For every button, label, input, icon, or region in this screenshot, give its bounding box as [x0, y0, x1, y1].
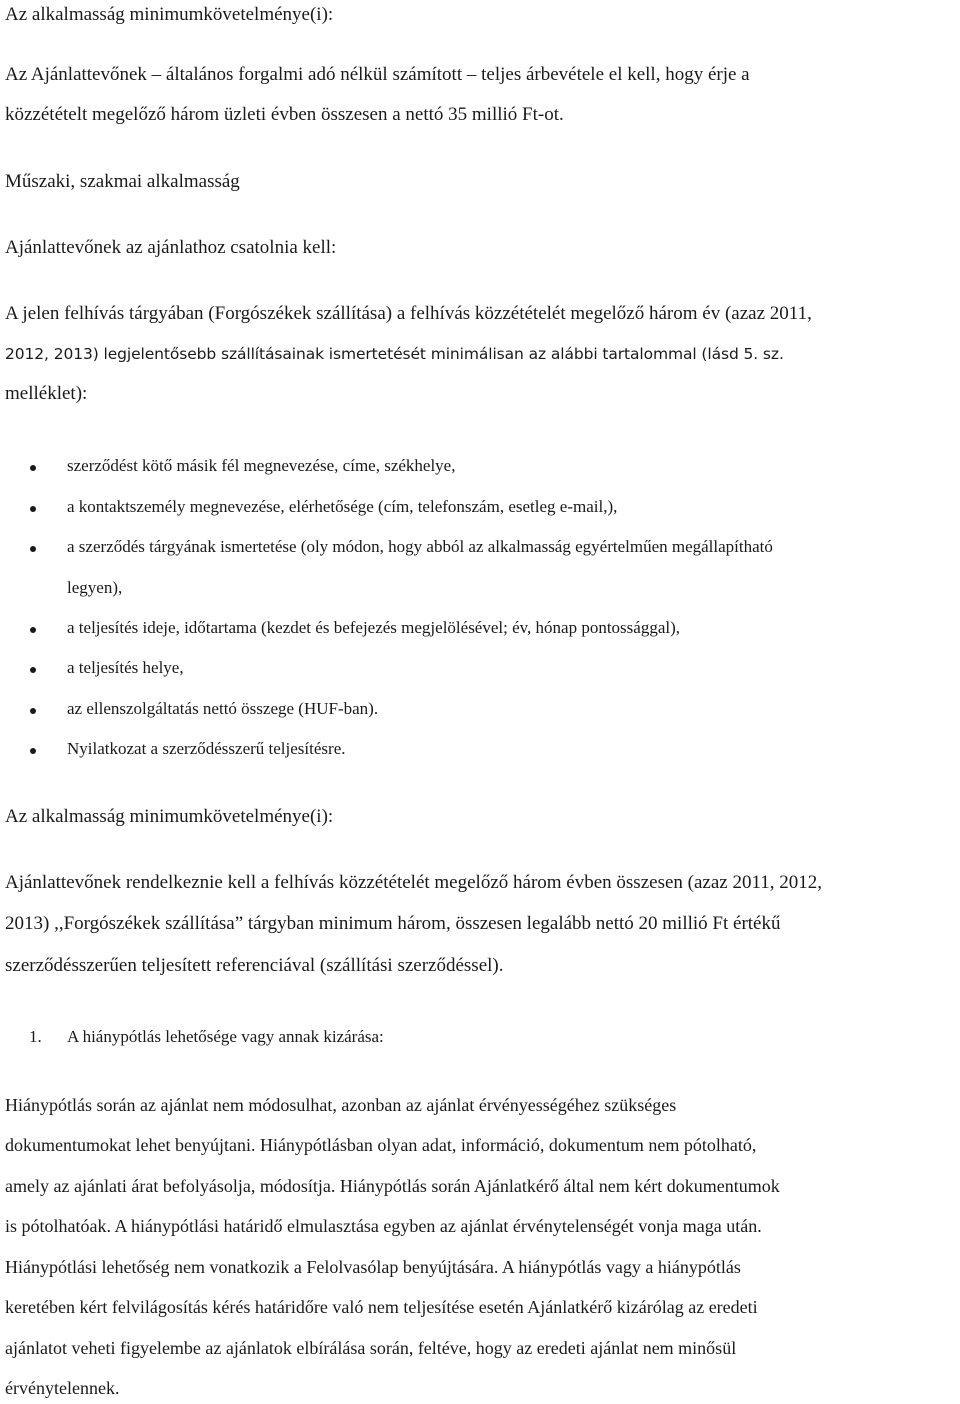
paragraph-line: Ajánlattevőnek rendelkeznie kell a felhívás közzétételét megelőző három évben összesen (azaz 2011, 2012,: [5, 872, 822, 893]
section-heading: Az alkalmasság minimumkövetelménye(i):: [5, 4, 334, 25]
section-heading: Műszaki, szakmai alkalmasság: [5, 171, 240, 192]
paragraph-line: Az Ajánlattevőnek – általános forgalmi adó nélkül számított – teljes árbevétele el kell, hogy érje a: [5, 64, 750, 85]
list-item: a teljesítés ideje, időtartama (kezdet és befejezés megjelölésével; év, hónap pontossággal),: [67, 618, 681, 637]
bullet-icon: [30, 627, 36, 633]
bullet-icon: [30, 546, 36, 552]
section-heading: Az alkalmasság minimumkövetelménye(i):: [5, 806, 334, 827]
paragraph-line: ajánlatot veheti figyelembe az ajánlatok elbírálása során, feltéve, hogy az eredeti ajánlat nem minősül: [5, 1338, 737, 1358]
bullet-icon: [30, 667, 36, 673]
paragraph-line: keretében kért felvilágosítás kérés határidőre való nem teljesítése esetén Ajánlatkérő kizárólag az eredeti: [5, 1297, 758, 1317]
paragraph-line: 2012, 2013) legjelentősebb szállításainak ismertetését minimálisan az alábbi tartalommal (lásd 5. sz.: [5, 345, 784, 363]
list-item-continuation: legyen),: [67, 578, 123, 597]
numbered-heading: A hiánypótlás lehetősége vagy annak kizárása:: [67, 1027, 384, 1046]
paragraph-line: Hiánypótlási lehetőség nem vonatkozik a Felolvasólap benyújtására. A hiánypótlás vagy a hiánypótlás: [5, 1257, 741, 1277]
paragraph-line: A jelen felhívás tárgyában (Forgószékek szállítása) a felhívás közzétételét megelőző három év (azaz 2011,: [5, 303, 812, 324]
section-heading: Ajánlattevőnek az ajánlathoz csatolnia kell:: [5, 237, 337, 258]
bullet-icon: [30, 708, 36, 714]
paragraph-line: is pótolhatóak. A hiánypótlási határidő elmulasztása egyben az ajánlat érvénytelenségét vonja maga után.: [5, 1216, 762, 1236]
bullet-icon: [30, 465, 36, 471]
bullet-icon: [30, 748, 36, 754]
list-item: szerződést kötő másik fél megnevezése, címe, székhelye,: [67, 456, 456, 475]
paragraph-line: érvénytelennek.: [5, 1378, 120, 1398]
list-item: az ellenszolgáltatás nettó összege (HUF-ban).: [67, 699, 379, 718]
list-item: a teljesítés helye,: [67, 658, 184, 677]
paragraph-line: melléklet):: [5, 383, 88, 404]
paragraph-line: közzétételt megelőző három üzleti évben összesen a nettó 35 millió Ft-ot.: [5, 104, 564, 125]
list-item: a kontaktszemély megnevezése, elérhetősége (cím, telefonszám, esetleg e-mail,),: [67, 497, 618, 516]
paragraph-line: 2013) ,,Forgószékek szállítása” tárgyban minimum három, összesen legalább nettó 20 millió Ft értékű: [5, 913, 781, 934]
list-item: a szerződés tárgyának ismertetése (oly módon, hogy abból az alkalmasság egyértelműen megállapítható: [67, 537, 773, 556]
paragraph-line: dokumentumokat lehet benyújtani. Hiánypótlásban olyan adat, információ, dokumentum nem pótolható,: [5, 1135, 757, 1155]
bullet-icon: [30, 506, 36, 512]
list-item: Nyilatkozat a szerződésszerű teljesítésre.: [67, 739, 346, 758]
paragraph-line: Hiánypótlás során az ajánlat nem módosulhat, azonban az ajánlat érvényességéhez szükséges: [5, 1095, 677, 1115]
list-number: 1.: [29, 1027, 42, 1046]
paragraph-line: szerződésszerűen teljesített referenciával (szállítási szerződéssel).: [5, 955, 504, 976]
paragraph-line: amely az ajánlati árat befolyásolja, módosítja. Hiánypótlás során Ajánlatkérő által nem kért dokumentumok: [5, 1176, 780, 1196]
